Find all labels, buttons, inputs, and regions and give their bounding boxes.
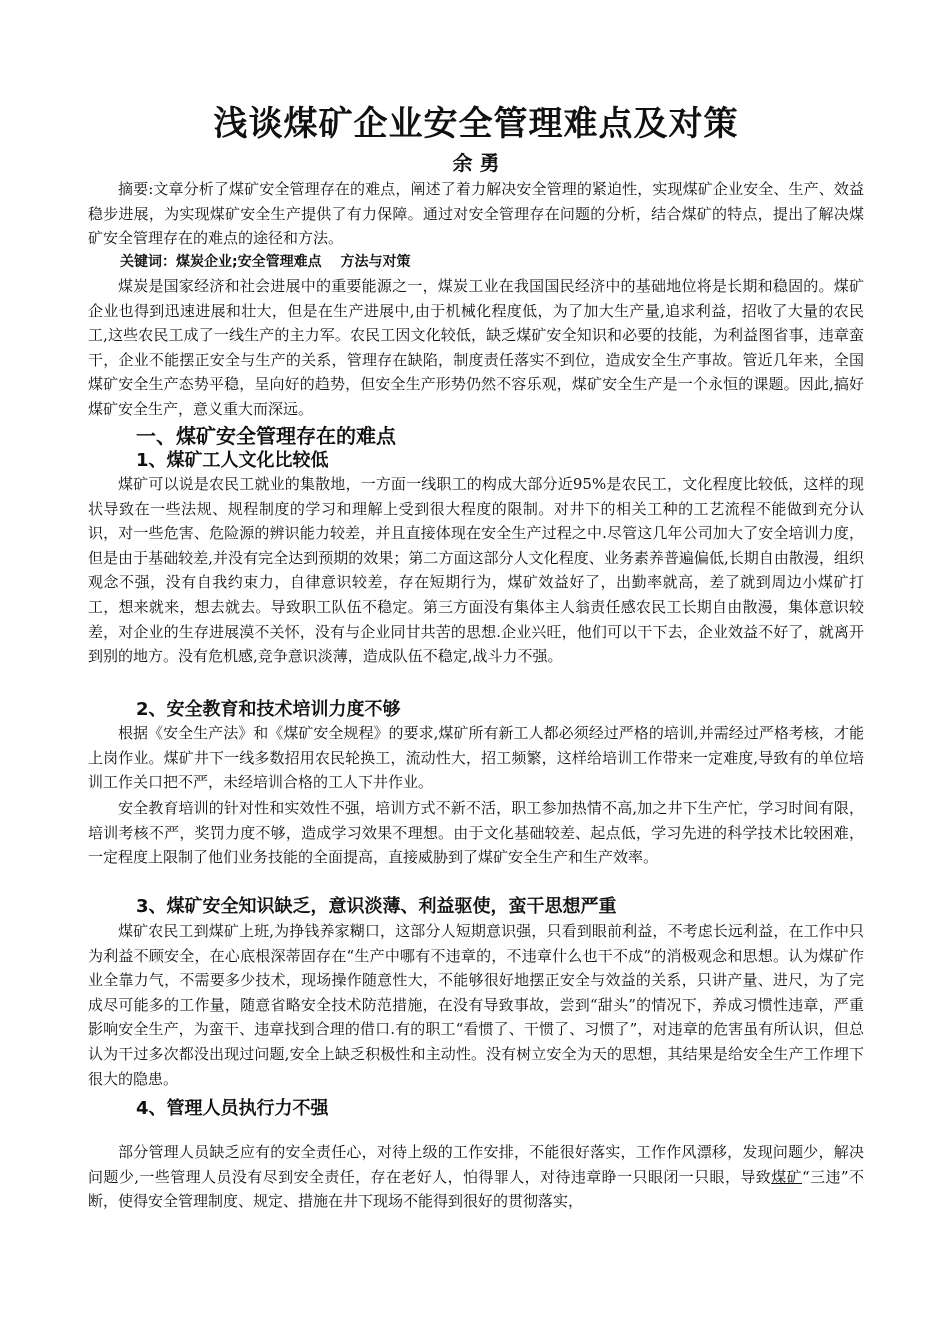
- subsection-heading-2: 2、安全教育和技术培训力度不够: [136, 699, 401, 720]
- subsection-heading-4: 4、管理人员执行力不强: [136, 1098, 329, 1119]
- subsection-4-paragraph: [88, 1140, 864, 1214]
- subsection-2-paragraph-1: 根据《安全生产法》和《煤矿安全规程》的要求,煤矿所有新工人都必须经过严格的培训,并需经过严格考核，才能上岗作业。煤矿井下一线多数招用农民轮换工，流动性大，招工频繁，这样给培训工作带来一定难度,导致有的单位培训工作关口把不严，未经培训合格的工人下井作业。: [88, 724, 864, 792]
- intro-paragraph: 煤炭是国家经济和社会进展中的重要能源之一，煤炭工业在我国国民经济中的基础地位将是长期和稳固的。煤矿企业也得到迅速进展和壮大，但是在生产进展中,由于机械化程度低，为了加大生产量,追求利益，招收了大量的农民工,这些农民工成了一线生产的主力军。农民工因文化较低，缺乏煤矿安全知识和必要的技能，为利益图省事，违章蛮干，企业不能摆正安全与生产的关系，管理存在缺陷，制度责任落实不到位，造成安全生产事故。管近几年来，全国煤矿安全生产态势平稳，呈向好的趋势，但安全生产形势仍然不容乐观，煤矿安全生产是一个永恒的课题。因此,搞好煤矿安全生产，意义重大而深远。: [88, 277, 864, 418]
- subsection-heading-1: 1、煤矿工人文化比较低: [136, 450, 329, 471]
- subsection-1-paragraph: 煤矿可以说是农民工就业的集散地，一方面一线职工的构成大部分近95%是农民工，文化程度比较低，这样的现状导致在一些法规、规程制度的学习和理解上受到很大程度的限制。对井下的相关工种的工艺流程不能做到充分认识，对一些危害、危险源的辨识能力较差，并且直接体现在安全生产过程之中.尽管这几年公司加大了安全培训力度，但是由于基础较差,并没有完全达到预期的效果；第二方面这部分人文化程度、业务素养普遍偏低,长期自由散漫，组织观念不强，没有自我约束力，自律意识较差，存在短期行为，煤矿效益好了，出勤率就高，差了就到周边小煤矿打工，想来就来，想去就去。导致职工队伍不稳定。第三方面没有集体主人翁责任感农民工长期自由散漫，集体意识较差，对企业的生存进展漠不关怀，没有与企业同甘共苦的思想.企业兴旺，他们可以干下去，企业效益不好了，就离开到别的地方。没有危机感,竞争意识淡薄，造成队伍不稳定,战斗力不强。: [88, 475, 864, 666]
- subsection-heading-3: 3、煤矿安全知识缺乏，意识淡薄、利益驱使，蛮干思想严重: [136, 896, 617, 917]
- subsection-2-paragraph-2: 安全教育培训的针对性和实效性不强，培训方式不新不活，职工参加热情不高,加之井下生产忙，学习时间有限，培训考核不严，奖罚力度不够，造成学习效果不理想。由于文化基础较差、起点低，学习先进的科学技术比较困难，一定程度上限制了他们业务技能的全面提高，直接威胁到了煤矿安全生产和生产效率。: [88, 799, 864, 867]
- underlined-term: 煤矿: [771, 1167, 803, 1186]
- subsection-4-text-a: 部分管理人员缺乏应有的安全责任心，对待上级的工作安排，不能很好落实，工作作风漂移，发现问题少，解决问题少,一些管理人员没有尽到安全责任，存在老好人，怕得罪人，对待违章睁一只眼闭一只眼，导致: [88, 1143, 864, 1186]
- subsection-4-text-b: “三违”不断，使得安全管理制度、规定、措施在井下现场不能得到很好的贯彻落实，: [88, 1167, 864, 1211]
- document-page: [88, 0, 864, 1344]
- author-name: 余 勇: [452, 151, 500, 175]
- abstract-paragraph: 摘要:文章分析了煤矿安全管理存在的难点，阐述了着力解决安全管理的紧迫性，实现煤矿企业安全、生产、效益稳步进展，为实现煤矿安全生产提供了有力保障。通过对安全管理存在问题的分析，结合煤矿的特点，提出了解决煤矿安全管理存在的难点的途径和方法。: [88, 180, 864, 248]
- keywords-line: 关键词：煤炭企业;安全管理难点 方法与对策: [120, 254, 411, 270]
- subsection-3-paragraph: 煤矿农民工到煤矿上班,为挣钱养家糊口，这部分人短期意识强，只看到眼前利益，不考虑长远利益，在工作中只为利益不顾安全，在心底根深蒂固存在“生产中哪有不违章的，不违章什么也干不成”的消极观念和思想。认为煤矿作业全靠力气，不需要多少技术，现场操作随意性大，不能够很好地摆正安全与效益的关系，只讲产量、进尺，为了完成尽可能多的工作量，随意省略安全技术防范措施，在没有导致事故，尝到“甜头”的情况下，养成习惯性违章，严重影响安全生产，为蛮干、违章找到合理的借口.有的职工“看惯了、干惯了、习惯了”，对违章的危害虽有所认识，但总认为干过多次都没出现过问题,安全上缺乏积极性和主动性。没有树立安全为天的思想，其结果是给安全生产工作埋下很大的隐患。: [88, 922, 864, 1088]
- document-title: 浅谈煤矿企业安全管理难点及对策: [213, 104, 739, 144]
- section-heading-1: 一、煤矿安全管理存在的难点: [136, 424, 396, 448]
